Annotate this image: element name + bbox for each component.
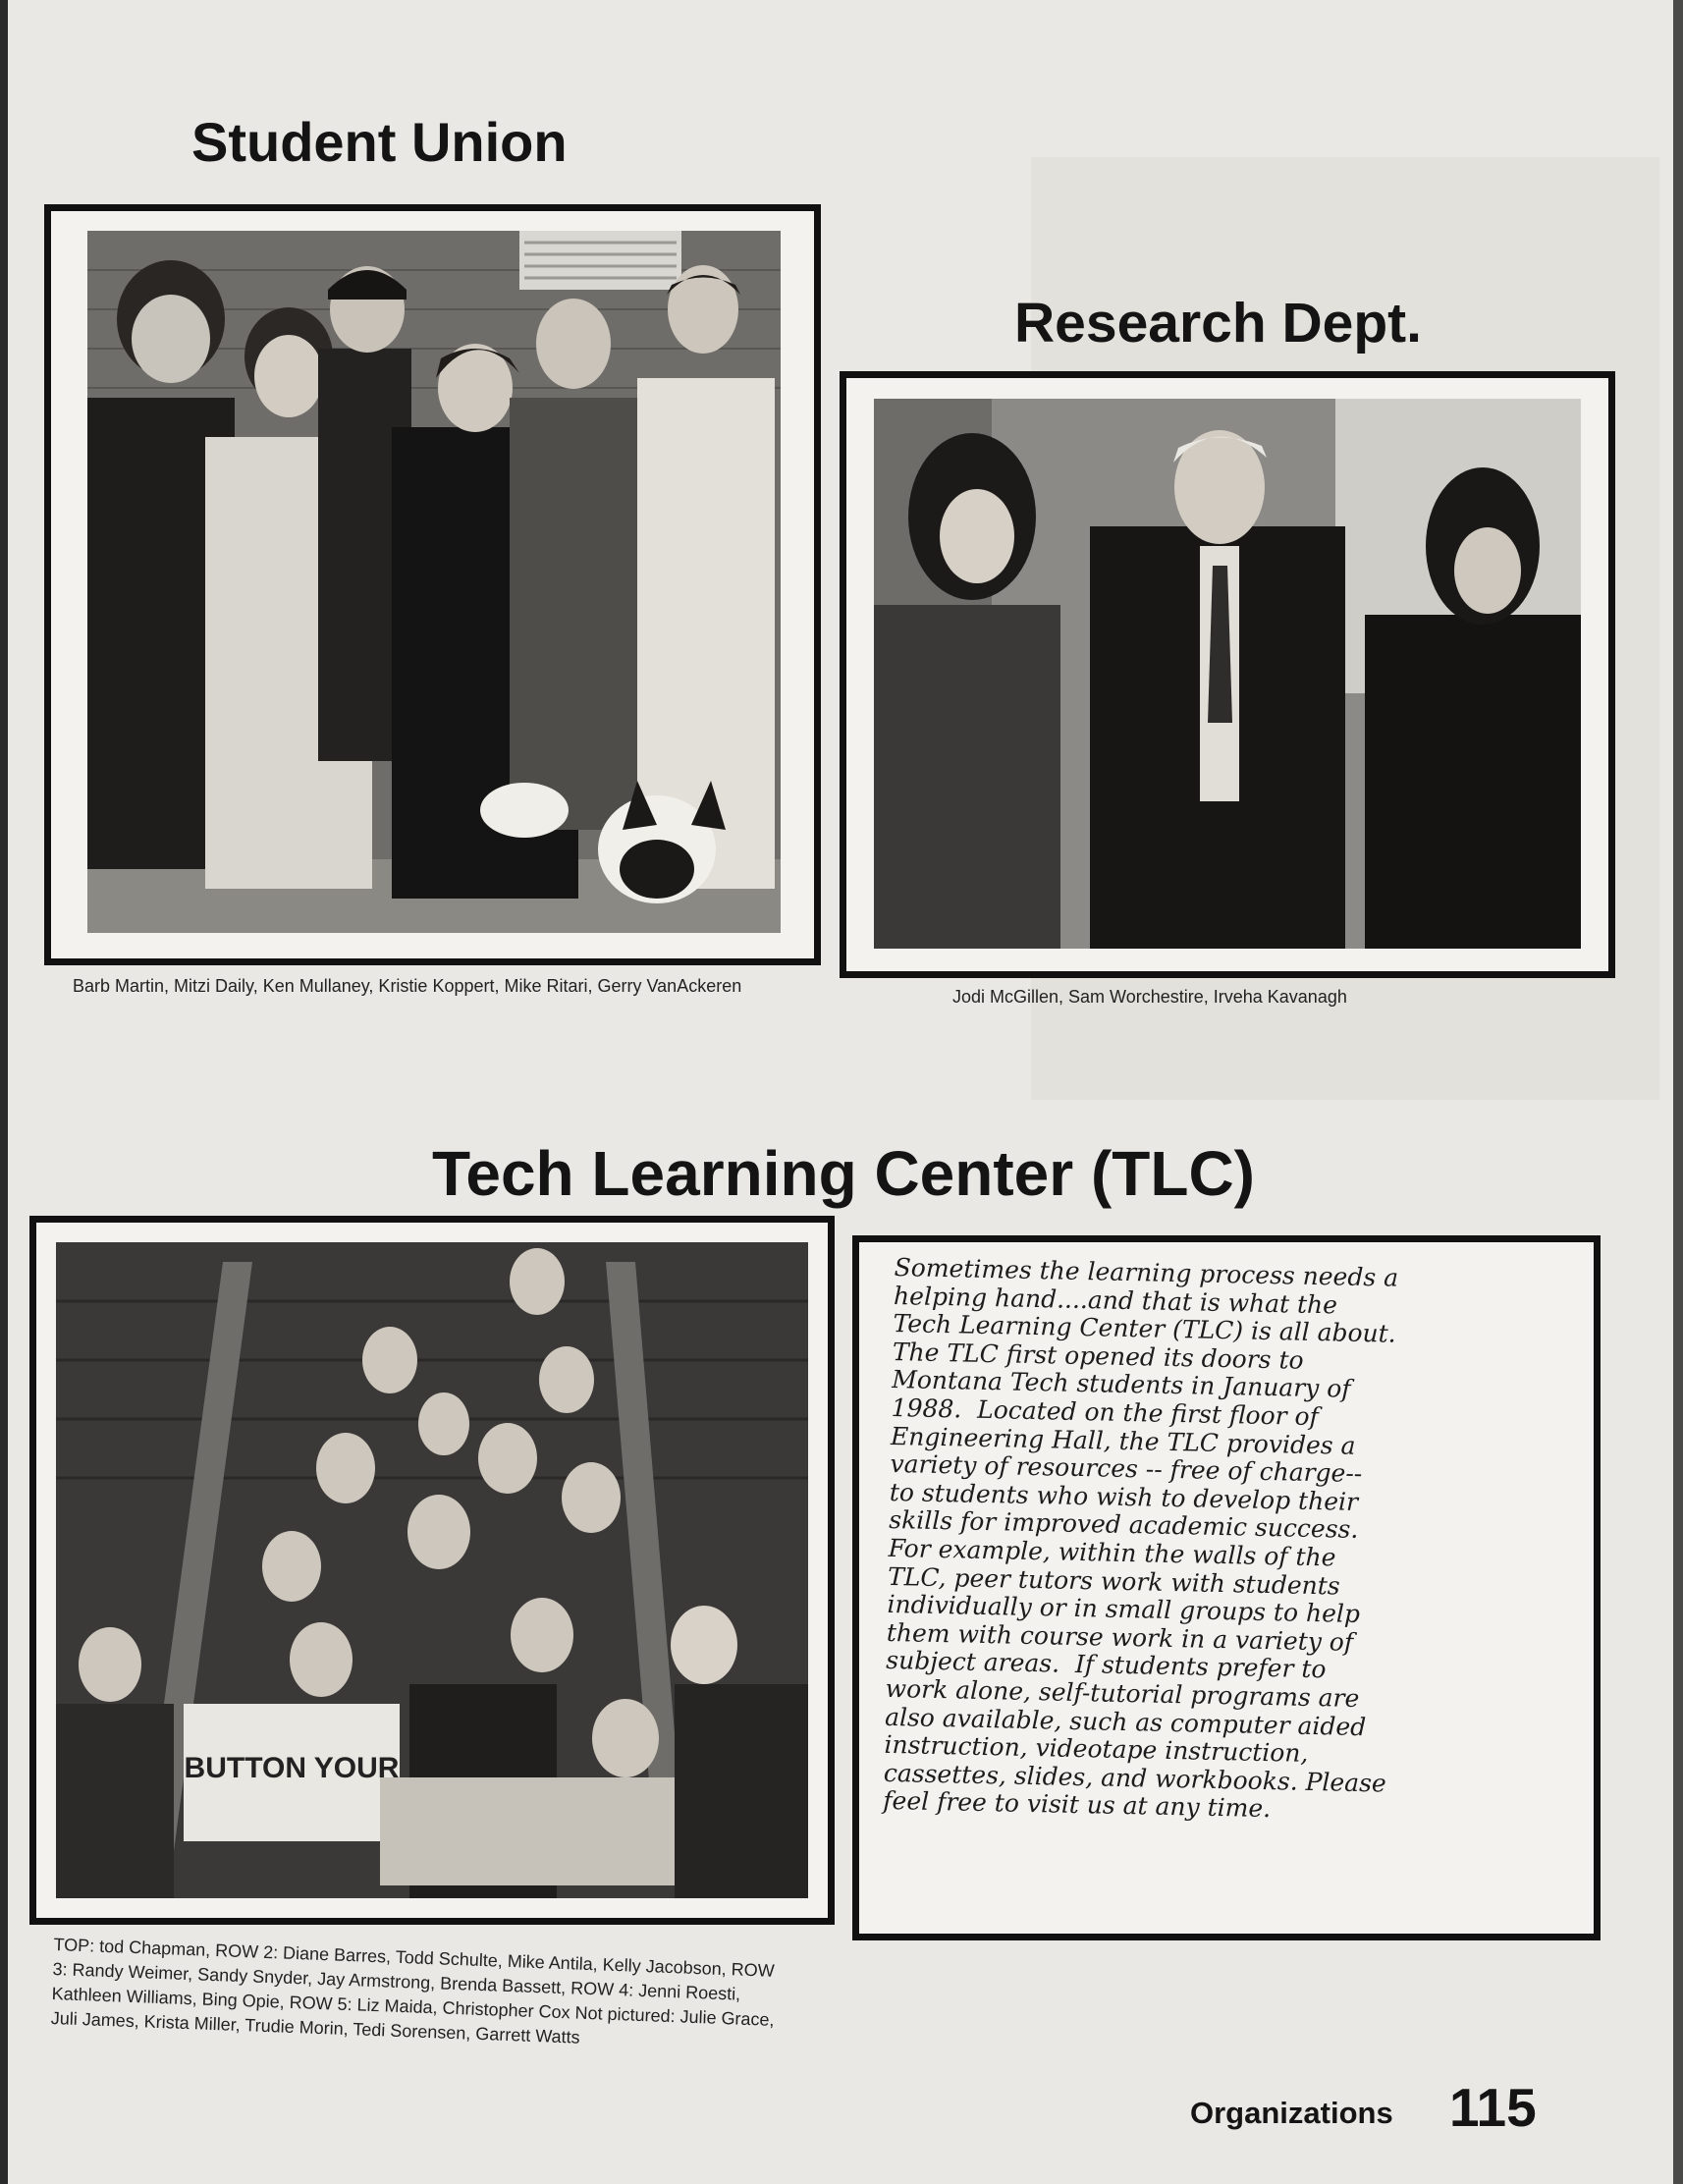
- tlc-group-photo: [56, 1242, 808, 1898]
- research-dept-caption: Jodi McGillen, Sam Worchestire, Irveha Kavanagh: [952, 987, 1347, 1007]
- research-dept-photo-frame: [840, 371, 1615, 978]
- tlc-caption: TOP: tod Chapman, ROW 2: Diane Barres, Todd Schulte, Mike Antila, Kelly Jacobson, ROW 3: Randy Weimer, Sandy Snyder, Jay Armstrong, Brenda Bassett, ROW 4: Jenni Roesti, Kathleen Williams, Bing Opie, ROW 5: Liz Maida, Christopher Cox Not pictured: Julie Grace, Juli James, Krista Miller, Trudie Morin, Tedi Sorensen, Garrett Watts: [50, 1934, 776, 2048]
- tlc-photo-frame: [29, 1216, 835, 1925]
- research-dept-group-photo: [874, 399, 1581, 949]
- tlc-shirt-text: BUTTON YOUR: [184, 1752, 400, 1784]
- student-union-caption: Barb Martin, Mitzi Daily, Ken Mullaney, Kristie Koppert, Mike Ritari, Gerry VanAckeren: [73, 976, 742, 996]
- research-dept-heading: Research Dept.: [1014, 292, 1423, 355]
- tlc-heading: Tech Learning Center (TLC): [432, 1138, 1255, 1209]
- page-right-edge: [1673, 0, 1683, 2184]
- tlc-description: Sometimes the learning process needs a helping hand....and that is what the Tech Learning Center (TLC) is all about. The TLC first opened its doors to Montana Tech students in January of 1988. Located on the first floor of Engineering Hall, the TLC provides a variety of resources -- free of charge-- to students who wish to develop their skills for improved academic success. For example, within the walls of the TLC, peer tutors work with students individually or in small groups to help them with course work in a variety of subject areas. If students prefer to work alone, self-tutorial programs are also available, such as computer aided instruction, videotape instruction, cassettes, slides, and workbooks. Please feel free to visit us at any time.: [883, 1253, 1399, 1824]
- tlc-text-box: [852, 1235, 1601, 1940]
- student-union-heading: Student Union: [191, 111, 568, 173]
- footer-section-label: Organizations: [1190, 2096, 1393, 2130]
- student-union-photo-frame: [44, 204, 821, 965]
- page-number: 115: [1449, 2077, 1537, 2138]
- student-union-group-photo: [87, 231, 781, 933]
- page-binding-edge: [0, 0, 8, 2184]
